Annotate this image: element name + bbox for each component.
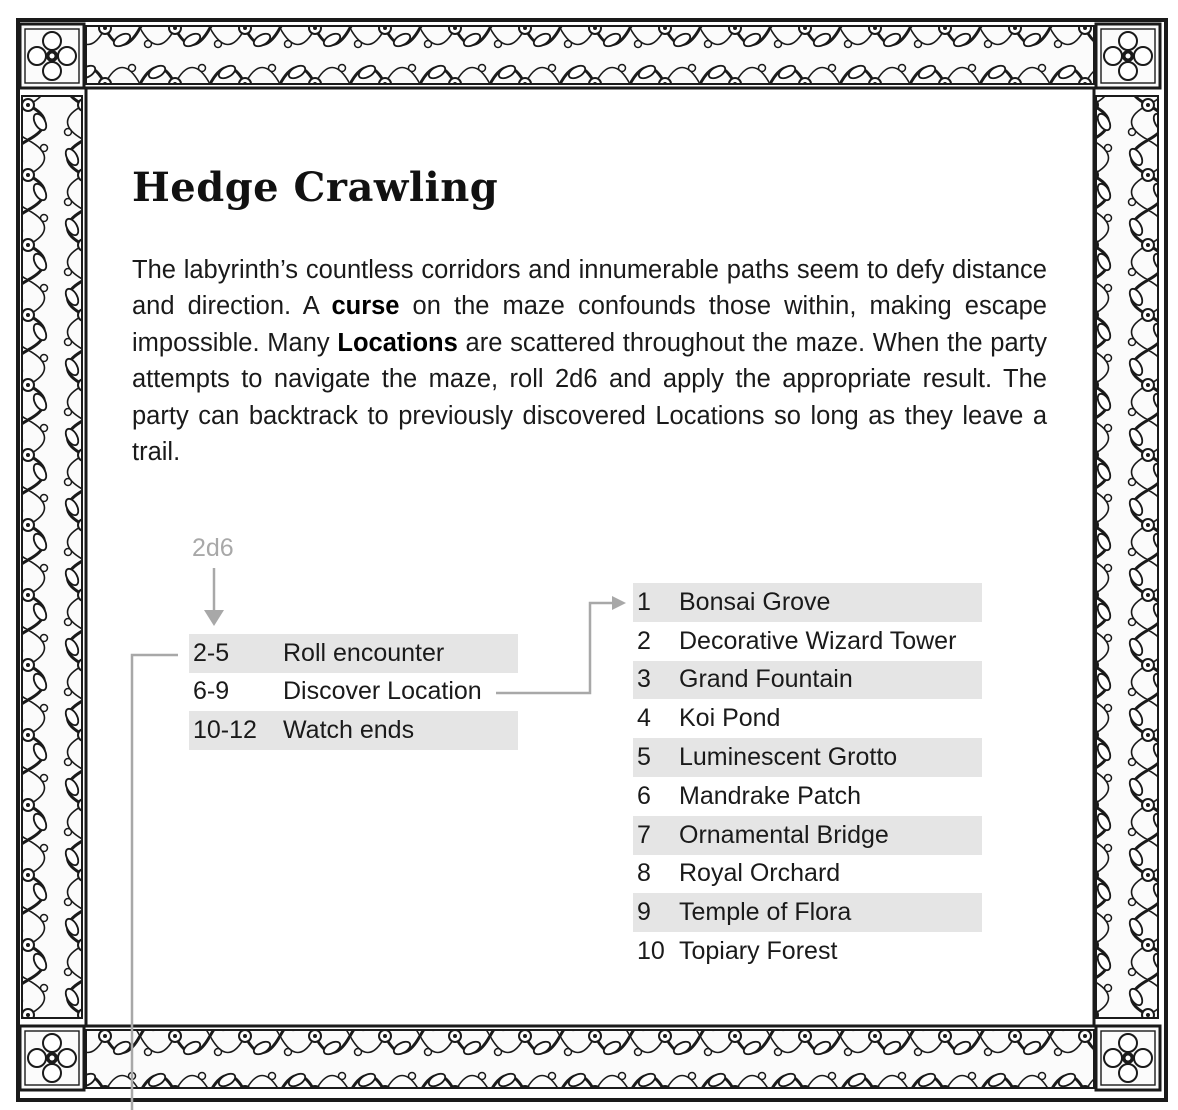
locations-keyword: Locations bbox=[337, 328, 458, 357]
location-name: Ornamental Bridge bbox=[675, 816, 982, 855]
location-name: Grand Fountain bbox=[675, 661, 982, 700]
location-number: 2 bbox=[637, 626, 651, 655]
location-number: 9 bbox=[633, 893, 675, 932]
table-row bbox=[633, 661, 982, 700]
location-number: 5 bbox=[633, 738, 675, 777]
location-name: Temple of Flora bbox=[675, 893, 982, 932]
table-row bbox=[633, 777, 982, 816]
table-row bbox=[633, 855, 982, 894]
roll-range: 2-5 bbox=[189, 634, 279, 673]
location-name: Decorative Wizard Tower bbox=[679, 626, 957, 655]
location-name: Royal Orchard bbox=[679, 859, 841, 888]
table-row bbox=[189, 711, 518, 750]
location-name: Luminescent Grotto bbox=[675, 738, 982, 777]
curse-keyword: curse bbox=[331, 292, 400, 321]
arrowheads bbox=[204, 596, 626, 626]
roll-range: 10-12 bbox=[189, 711, 279, 750]
location-name: Koi Pond bbox=[679, 704, 781, 733]
table-row bbox=[633, 622, 982, 661]
location-number: 6 bbox=[637, 781, 651, 810]
roll-result: Discover Location bbox=[283, 677, 482, 706]
location-table bbox=[633, 583, 982, 971]
intro-text-2: on the maze confounds those within, making escape impossible. Many bbox=[132, 292, 1047, 357]
table-row bbox=[633, 816, 982, 855]
navigation-roll-table bbox=[189, 634, 518, 750]
table-row bbox=[189, 634, 518, 673]
location-number: 10 bbox=[637, 937, 665, 966]
table-row bbox=[633, 699, 982, 738]
location-number: 7 bbox=[633, 816, 675, 855]
location-name: Mandrake Patch bbox=[679, 781, 862, 810]
table-row bbox=[633, 738, 982, 777]
page-title: Hedge Crawling bbox=[132, 164, 499, 211]
roll-result: Watch ends bbox=[279, 711, 518, 750]
location-number: 3 bbox=[633, 661, 675, 700]
intro-paragraph bbox=[132, 252, 1047, 470]
location-name: Topiary Forest bbox=[679, 937, 838, 966]
table-row bbox=[633, 583, 982, 622]
dice-label: 2d6 bbox=[192, 534, 234, 562]
table-row bbox=[633, 893, 982, 932]
location-number: 4 bbox=[637, 704, 651, 733]
intro-text-1: The labyrinth’s countless corridors and innumerable paths seem to defy distance and direction. A bbox=[132, 256, 1047, 321]
location-number: 8 bbox=[637, 859, 651, 888]
table-row bbox=[633, 932, 982, 971]
intro-text-3: are scattered throughout the maze. When the party attempts to navigate the maze, roll 2d6 and apply the appropriate result. The party can backtrack to previously discovered Locations so long as they leave a trail. bbox=[132, 328, 1047, 467]
table-row bbox=[189, 673, 518, 712]
location-number: 1 bbox=[633, 583, 675, 622]
location-name: Bonsai Grove bbox=[675, 583, 982, 622]
roll-range: 6-9 bbox=[193, 677, 230, 706]
roll-result: Roll encounter bbox=[279, 634, 518, 673]
